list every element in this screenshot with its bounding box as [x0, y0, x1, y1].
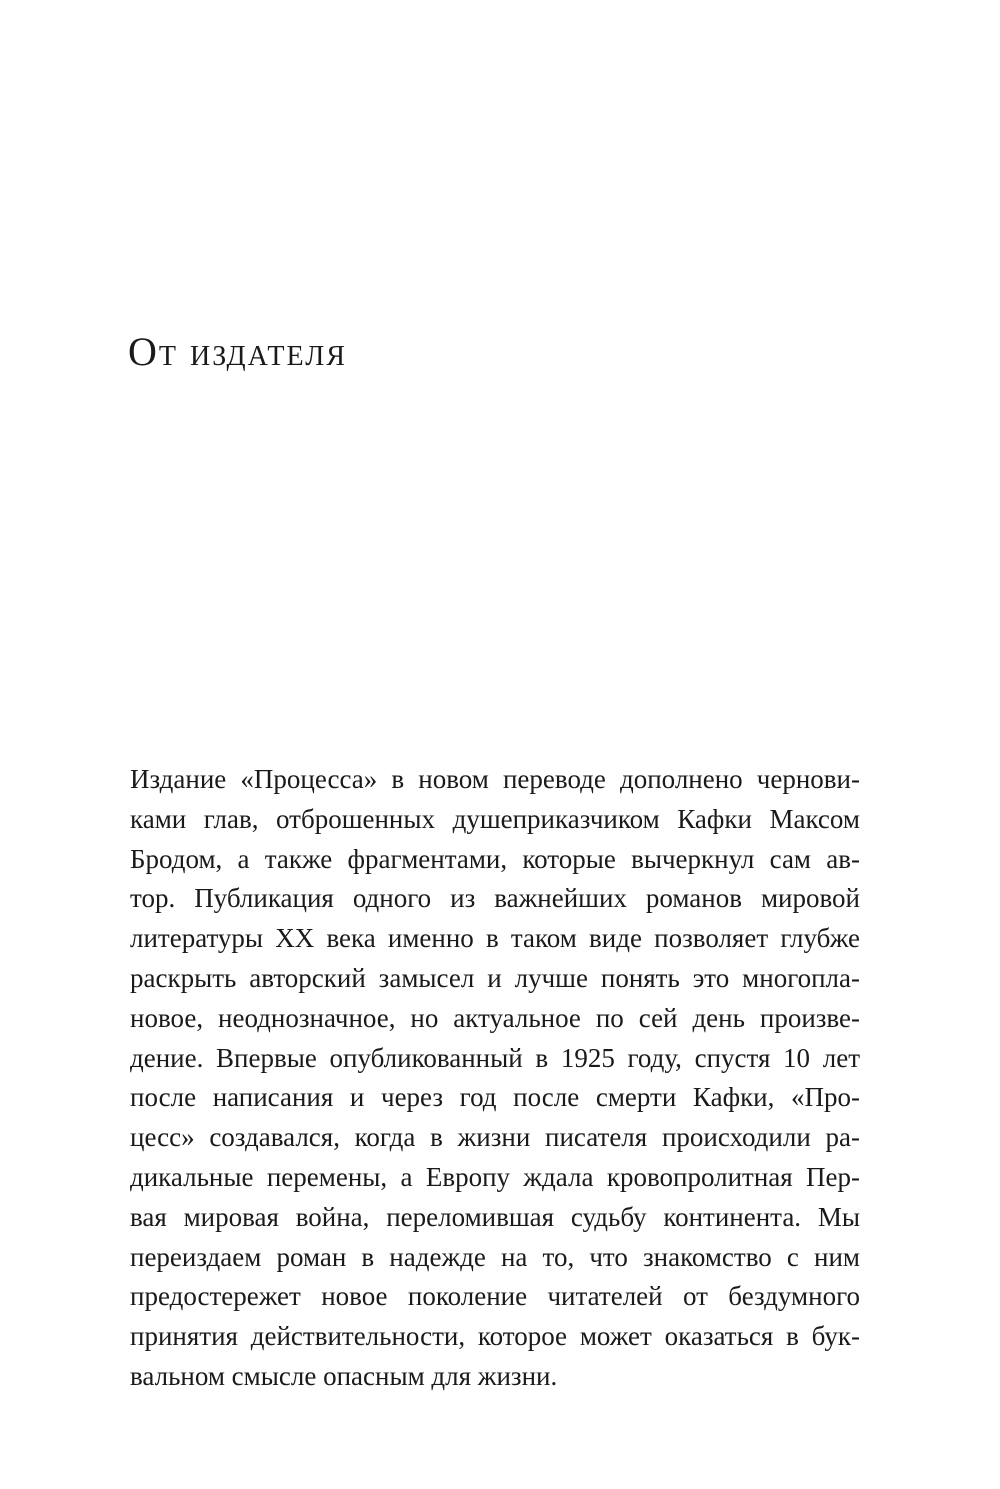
paragraph-line: Бродом, а также фрагментами, которые вычеркнул сам ав- — [130, 843, 860, 874]
paragraph-line: после написания и через год после смерти Кафки, «Про- — [130, 1082, 860, 1113]
paragraph-line: вая мировая война, переломившая судьбу континента. Мы — [130, 1201, 860, 1232]
paragraph-line: предостережет новое поколение читателей от бездумного — [130, 1281, 860, 1312]
page-title: От издателя — [128, 329, 347, 374]
paragraph-line: новое, неоднозначное, но актуальное по сей день произве- — [130, 1002, 860, 1033]
paragraph-line: принятия действительности, которое может оказаться в бук- — [130, 1321, 860, 1352]
paragraph-line: литературы XX века именно в таком виде позволяет глубже — [130, 923, 860, 954]
paragraph-line: дение. Впервые опубликованный в 1925 году, спустя 10 лет — [130, 1042, 860, 1073]
paragraph-line: тор. Публикация одного из важнейших романов мировой — [130, 883, 860, 914]
paragraph-line: цесс» создавался, когда в жизни писателя происходили ра- — [130, 1122, 860, 1153]
paragraph-line: вальном смысле опасным для жизни. — [130, 1360, 558, 1391]
publisher-note-paragraph — [130, 760, 860, 1397]
paragraph-line: дикальные перемены, а Европу ждала кровопролитная Пер- — [130, 1161, 860, 1192]
paragraph-line: переиздаем роман в надежде на то, что знакомство с ним — [130, 1241, 860, 1272]
paragraph-line: раскрыть авторский замысел и лучше понять это многопла- — [130, 962, 860, 993]
paragraph-line: Издание «Процесса» в новом переводе дополнено чернови- — [130, 764, 860, 794]
paragraph-line: ками глав, отброшенных душеприказчиком Кафки Максом — [130, 803, 860, 834]
